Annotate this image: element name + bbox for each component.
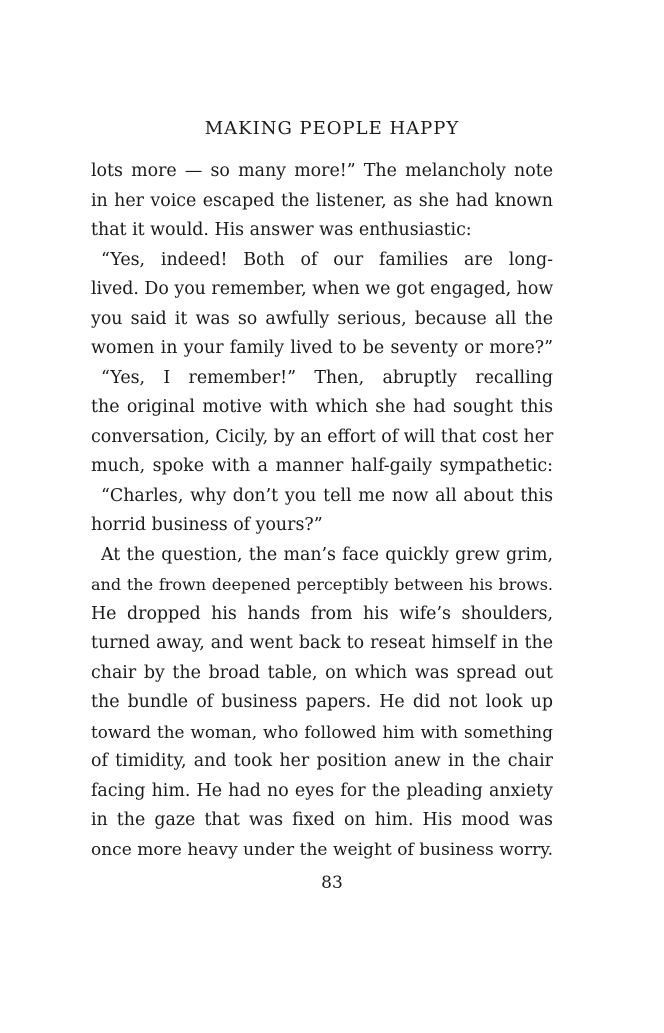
body-text bbox=[91, 157, 553, 865]
text-line-10: conversation, Cicily, by an effort of will that cost her bbox=[91, 426, 554, 447]
text-line-8: “Yes, I remember!” Then, abruptly recalling bbox=[101, 367, 553, 388]
text-line-2: in her voice escaped the listener, as she had known bbox=[91, 190, 553, 211]
text-line-6: you said it was so awfully serious, because all the bbox=[91, 308, 553, 329]
text-line-9: the original motive with which she had sought this bbox=[91, 397, 553, 417]
text-line-23: in the gaze that was fixed on him. His mood was bbox=[91, 810, 553, 830]
text-line-15: and the frown deepened perceptibly between his brows. bbox=[91, 575, 553, 594]
text-line-13: horrid business of yours?” bbox=[91, 515, 323, 535]
page-number: 83 bbox=[321, 873, 343, 893]
text-line-20: toward the woman, who followed him with something bbox=[91, 721, 553, 742]
text-line-12: “Charles, why don’t you tell me now all about this bbox=[101, 485, 553, 506]
text-line-17: turned away, and went back to reseat himself in the bbox=[91, 633, 553, 653]
text-line-14: At the question, the man’s face quickly grew grim, bbox=[101, 544, 553, 565]
text-line-7: women in your family lived to be seventy or more?” bbox=[91, 338, 553, 358]
text-line-21: of timidity, and took her position anew in the chair bbox=[91, 751, 553, 771]
running-head: MAKING PEOPLE HAPPY bbox=[204, 118, 460, 139]
text-line-5: lived. Do you remember, when we got engaged, how bbox=[91, 279, 554, 299]
text-line-22: facing him. He had no eyes for the pleading anxiety bbox=[91, 780, 553, 801]
text-line-3: that it would. His answer was enthusiastic: bbox=[91, 220, 472, 240]
text-line-19: the bundle of business papers. He did not look up bbox=[91, 692, 553, 712]
text-line-4: “Yes, indeed! Both of our families are long- bbox=[101, 249, 553, 270]
text-line-18: chair by the broad table, on which was spread out bbox=[91, 662, 553, 683]
text-line-16: He dropped his hands from his wife’s shoulders, bbox=[91, 603, 553, 624]
text-line-1: lots more — so many more!” The melancholy note bbox=[91, 161, 553, 181]
text-line-11: much, spoke with a manner half-gaily sympathetic: bbox=[91, 456, 553, 476]
text-line-24: once more heavy under the weight of business worry. bbox=[91, 839, 553, 860]
